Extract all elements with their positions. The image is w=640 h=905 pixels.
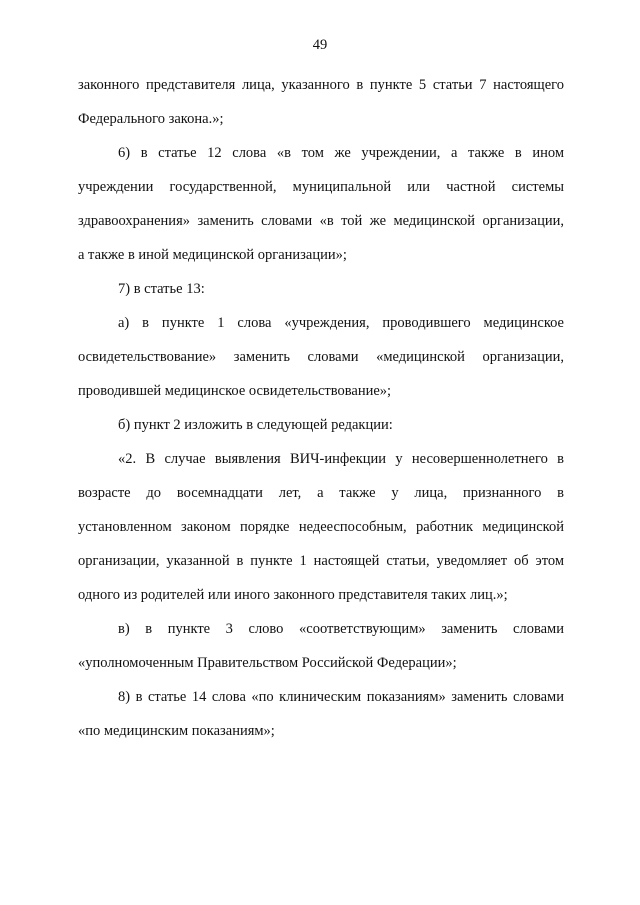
- text-line: в) в пункте 3 слово «соответствующим» заменить словами: [118, 621, 564, 637]
- text-line: возрасте до восемнадцати лет, а также у лица, признанного в: [78, 485, 564, 501]
- text-line: установленном законом порядке недееспособным, работник медицинской: [78, 519, 564, 535]
- text-line: а) в пункте 1 слова «учреждения, проводившего медицинское: [118, 315, 564, 331]
- text-line: 7) в статье 13:: [118, 281, 205, 297]
- text-line: законного представителя лица, указанного в пункте 5 статьи 7 настоящего: [78, 77, 564, 93]
- text-line: «2. В случае выявления ВИЧ-инфекции у несовершеннолетнего в: [118, 451, 564, 467]
- text-line: 8) в статье 14 слова «по клиническим показаниям» заменить словами: [118, 689, 564, 705]
- text-line: учреждении государственной, муниципальной или частной системы: [78, 179, 564, 195]
- text-line: здравоохранения» заменить словами «в той же медицинской организации,: [78, 213, 564, 229]
- document-body: [78, 74, 564, 754]
- text-line: «по медицинским показаниям»;: [78, 723, 275, 739]
- text-line: одного из родителей или иного законного представителя таких лиц.»;: [78, 587, 508, 603]
- text-line: освидетельствование» заменить словами «медицинской организации,: [78, 349, 564, 365]
- text-line: «уполномоченным Правительством Российской Федерации»;: [78, 655, 457, 671]
- page-number: 49: [312, 37, 328, 53]
- text-line: а также в иной медицинской организации»;: [78, 247, 347, 263]
- text-line: 6) в статье 12 слова «в том же учреждении, а также в ином: [118, 145, 564, 161]
- text-line: проводившей медицинское освидетельствование»;: [78, 383, 392, 399]
- text-line: организации, указанной в пункте 1 настоящей статьи, уведомляет об этом: [78, 553, 564, 569]
- text-line: б) пункт 2 изложить в следующей редакции:: [118, 417, 393, 433]
- text-line: Федерального закона.»;: [78, 111, 224, 127]
